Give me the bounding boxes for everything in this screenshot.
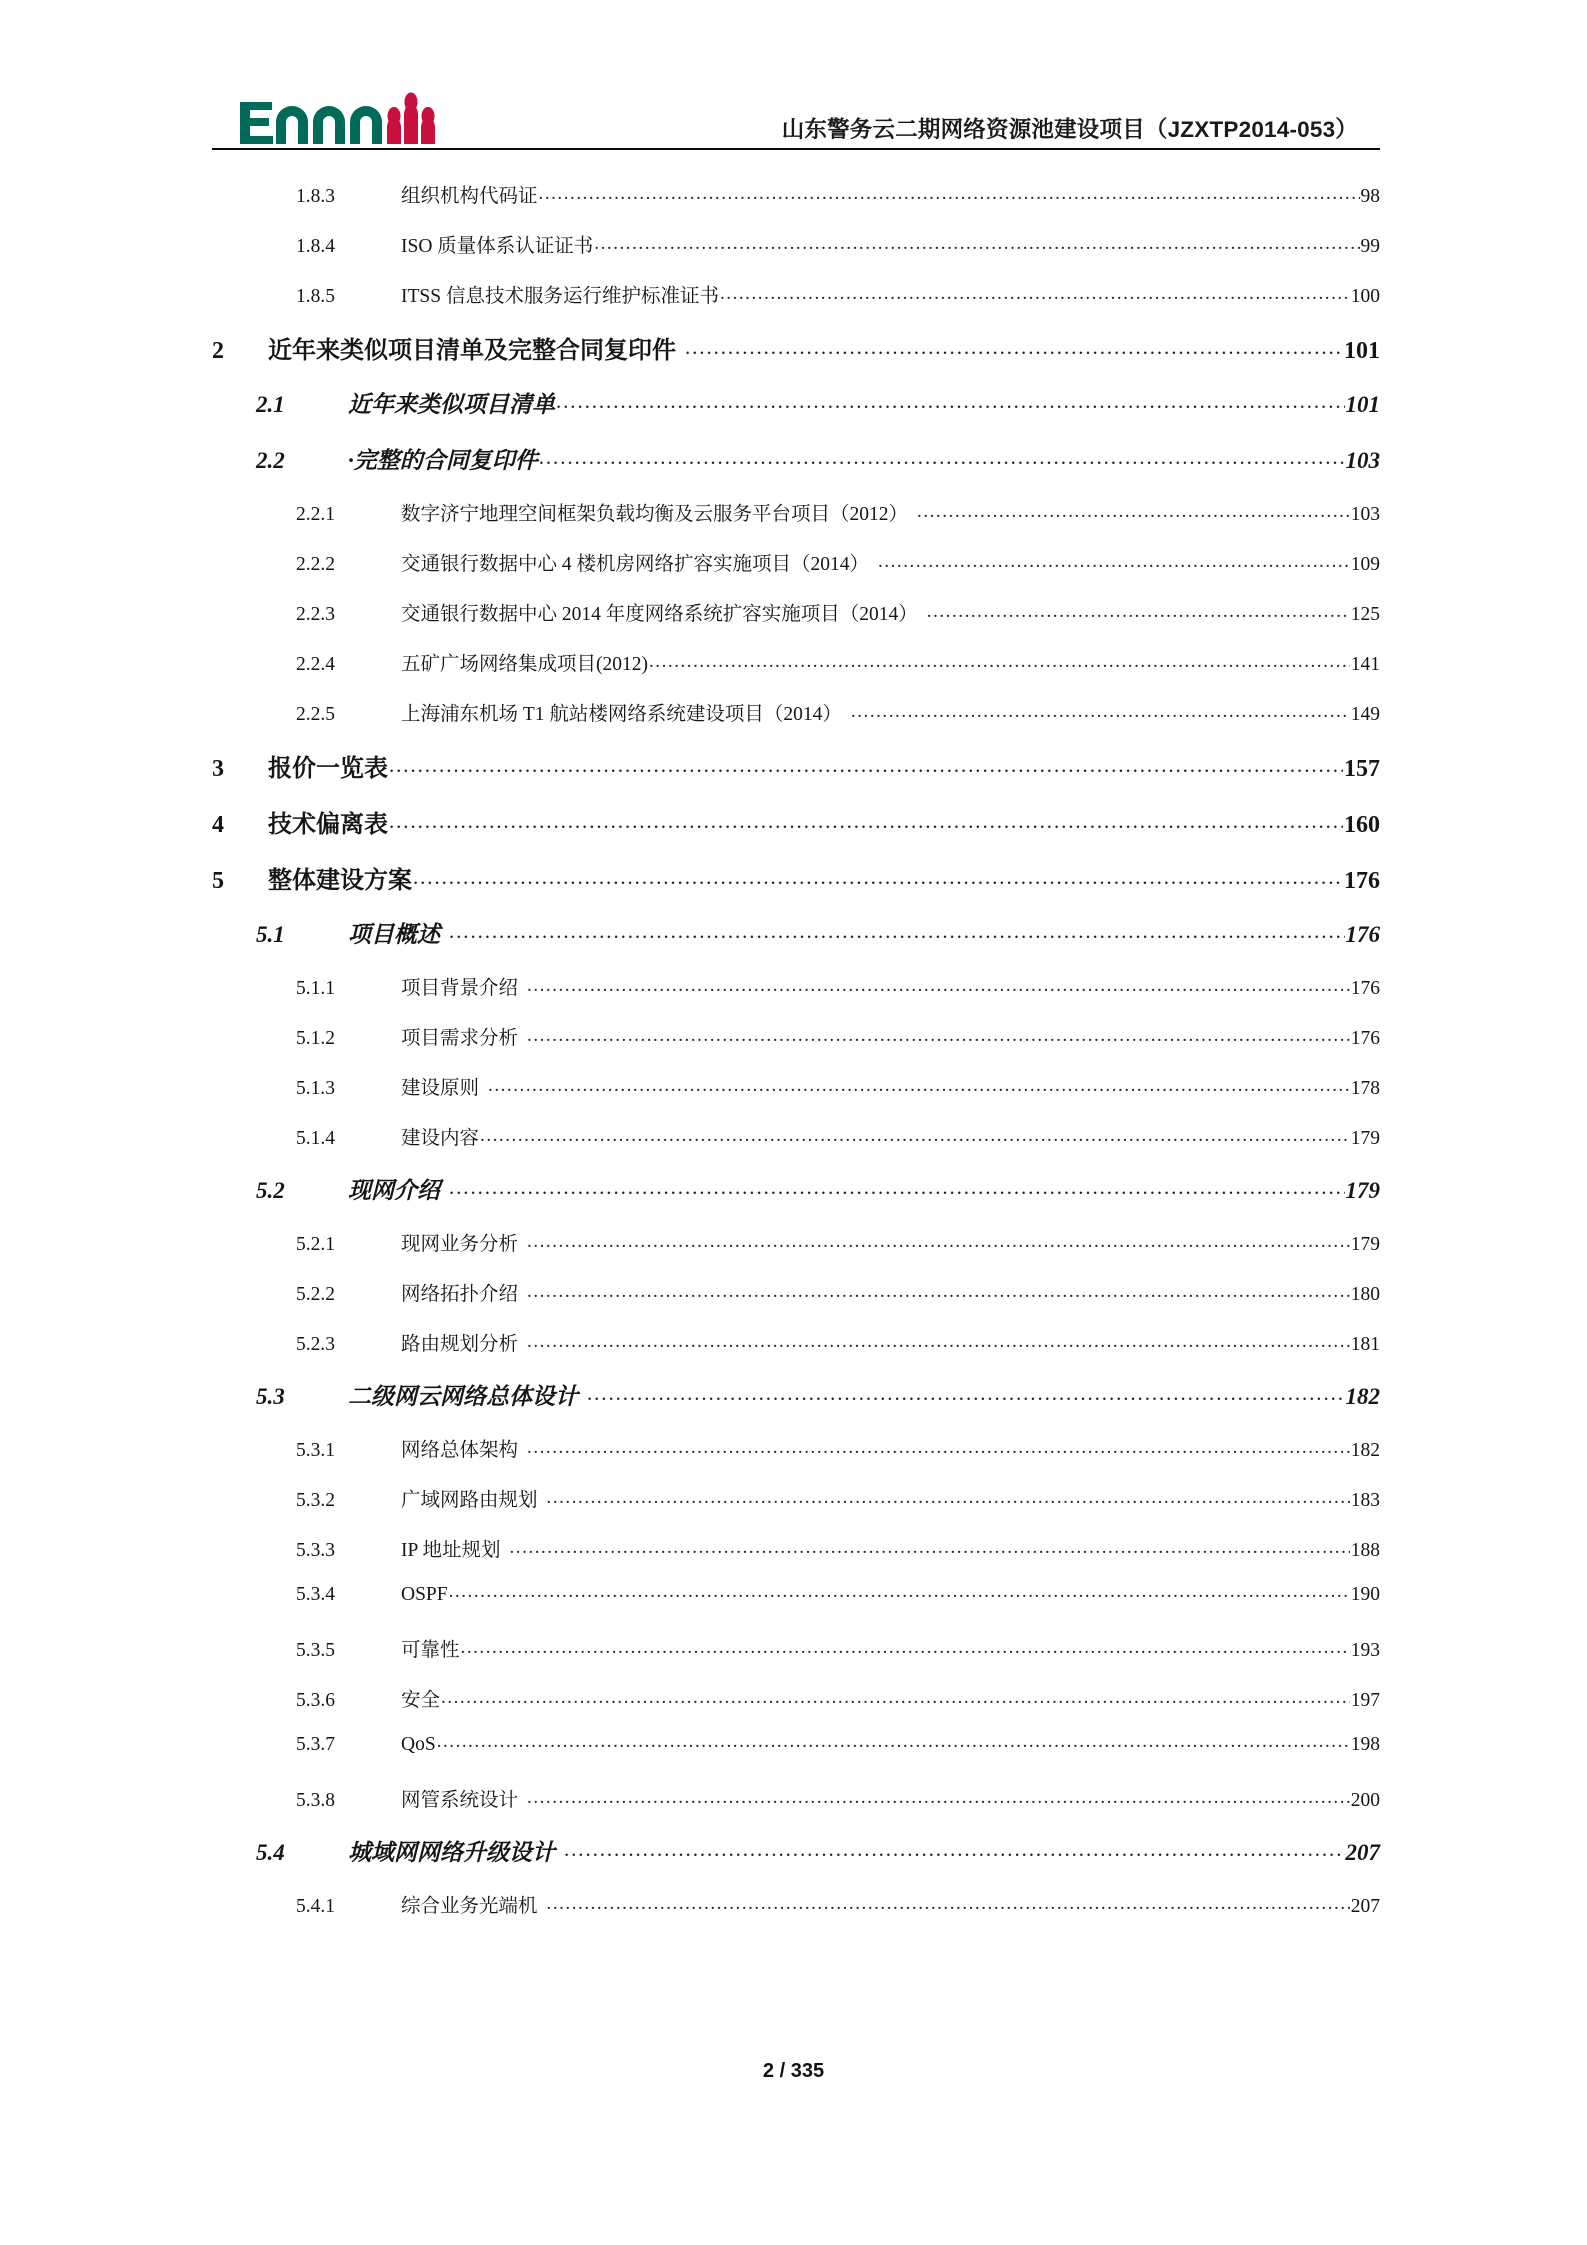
toc-leader-dots <box>449 1581 1350 1603</box>
toc-entry-number: 5.2.2 <box>296 1284 335 1305</box>
toc-entry-number: 5.3.3 <box>296 1540 335 1561</box>
toc-entry[interactable] <box>212 1534 1380 1584</box>
toc-entry-title: 报价一览表 <box>268 756 388 782</box>
ecco-logo <box>238 76 438 146</box>
toc-entry-number: 1.8.4 <box>296 236 335 257</box>
toc-entry-page-number: 207 <box>1350 1896 1380 1917</box>
toc-entry[interactable] <box>212 1328 1380 1378</box>
toc-leader-dots <box>927 601 1350 623</box>
toc-entry-title: 网络总体架构 <box>401 1440 519 1461</box>
toc-entry-title: 现网业务分析 <box>401 1234 519 1255</box>
toc-entry[interactable] <box>212 1834 1380 1890</box>
toc-entry-page-number: 190 <box>1350 1584 1380 1605</box>
header-divider <box>212 148 1380 150</box>
toc-leader-dots <box>437 1731 1350 1753</box>
toc-entry-title: 城域网网络升级设计 <box>348 1840 555 1865</box>
toc-entry-title: 路由规划分析 <box>401 1334 519 1355</box>
toc-entry-page-number: 103 <box>1345 448 1380 473</box>
toc-entry-number: 2.2 <box>256 448 285 473</box>
toc-entry[interactable] <box>212 972 1380 1022</box>
toc-entry[interactable] <box>212 1072 1380 1122</box>
toc-leader-dots <box>851 701 1350 723</box>
toc-entry-title: 现网介绍 <box>348 1178 440 1203</box>
toc-entry-page-number: 179 <box>1350 1128 1380 1149</box>
toc-entry-title: 建设原则 <box>401 1078 480 1099</box>
toc-entry-page-number: 149 <box>1350 704 1380 725</box>
toc-entry[interactable] <box>212 1684 1380 1734</box>
toc-entry-page-number: 176 <box>1350 978 1380 999</box>
toc-entry-number: 5.1.4 <box>296 1128 335 1149</box>
toc-entry-page-number: 101 <box>1345 392 1380 417</box>
toc-leader-dots <box>539 445 1345 470</box>
toc-leader-dots <box>878 551 1350 573</box>
toc-entry-title: 网管系统设计 <box>401 1790 519 1811</box>
toc-entry-page-number: 141 <box>1350 654 1380 675</box>
toc-entry-page-number: 179 <box>1350 1234 1380 1255</box>
toc-entry-number: 2.1 <box>256 392 285 417</box>
toc-entry[interactable] <box>212 386 1380 442</box>
toc-entry-title: IP 地址规划 <box>401 1540 501 1561</box>
toc-entry-page-number: 182 <box>1350 1440 1380 1461</box>
toc-entry-page-number: 98 <box>1360 186 1380 207</box>
toc-entry[interactable] <box>212 548 1380 598</box>
footer-page-indicator: 2 / 335 <box>762 2060 825 2082</box>
toc-entry-number: 2.2.5 <box>296 704 335 725</box>
toc-entry-number: 5.4.1 <box>296 1896 335 1917</box>
toc-entry-title: 交通银行数据中心 4 楼机房网络扩容实施项目（2014） <box>401 554 870 575</box>
toc-entry-page-number: 103 <box>1350 504 1380 525</box>
toc-leader-dots <box>527 1437 1350 1459</box>
toc-entry-number: 2.2.3 <box>296 604 335 625</box>
toc-entry-title: 交通银行数据中心 2014 年度网络系统扩容实施项目（2014） <box>401 604 918 625</box>
toc-entry[interactable] <box>212 1022 1380 1072</box>
toc-entry-number: 5.3 <box>256 1384 285 1409</box>
toc-entry-number: 2.2.4 <box>296 654 335 675</box>
toc-entry-title: 项目需求分析 <box>401 1028 519 1049</box>
toc-entry-number: 5 <box>212 868 224 894</box>
toc-leader-dots <box>527 975 1350 997</box>
toc-leader-dots <box>594 233 1359 255</box>
toc-entry-title: 项目背景介绍 <box>401 978 519 999</box>
toc-entry-title: ISO 质量体系认证证书 <box>401 236 594 257</box>
toc-entry-number: 5.2.1 <box>296 1234 335 1255</box>
toc-entry[interactable] <box>212 860 1380 916</box>
toc-entry[interactable] <box>212 1434 1380 1484</box>
table-of-contents <box>212 180 1380 1940</box>
toc-entry-page-number: 197 <box>1350 1690 1380 1711</box>
toc-leader-dots <box>556 389 1345 414</box>
toc-entry-number: 5.4 <box>256 1840 285 1865</box>
toc-leader-dots <box>720 283 1350 305</box>
toc-entry-page-number: 125 <box>1350 604 1380 625</box>
toc-entry-page-number: 207 <box>1345 1840 1380 1865</box>
toc-entry-title: QoS <box>401 1734 436 1755</box>
toc-entry-page-number: 193 <box>1350 1640 1380 1661</box>
toc-entry-title: 整体建设方案 <box>268 868 412 894</box>
toc-leader-dots <box>413 865 1343 890</box>
toc-entry-title: 安全 <box>401 1690 441 1711</box>
toc-entry-number: 5.1.3 <box>296 1078 335 1099</box>
ecco-logo-icon <box>238 76 438 146</box>
toc-leader-dots <box>527 1331 1350 1353</box>
toc-entry-page-number: 99 <box>1360 236 1380 257</box>
toc-entry-number: 1.8.5 <box>296 286 335 307</box>
toc-entry-title: 建设内容 <box>401 1128 480 1149</box>
toc-leader-dots <box>389 753 1343 778</box>
toc-entry[interactable] <box>212 648 1380 698</box>
toc-entry-page-number: 188 <box>1350 1540 1380 1561</box>
toc-entry[interactable] <box>212 330 1380 386</box>
toc-entry-number: 5.3.7 <box>296 1734 335 1755</box>
toc-entry-number: 5.3.1 <box>296 1440 335 1461</box>
toc-entry-title: 广域网路由规划 <box>401 1490 538 1511</box>
toc-entry[interactable] <box>212 1172 1380 1228</box>
toc-entry-title: 可靠性 <box>401 1640 460 1661</box>
toc-entry[interactable] <box>212 280 1380 330</box>
toc-entry-title: 网络拓扑介绍 <box>401 1284 519 1305</box>
toc-leader-dots <box>564 1837 1345 1862</box>
toc-entry-title: 综合业务光端机 <box>401 1896 538 1917</box>
toc-entry-page-number: 182 <box>1345 1384 1380 1409</box>
toc-entry[interactable] <box>212 1378 1380 1434</box>
toc-entry-number: 2.2.2 <box>296 554 335 575</box>
toc-entry-title: 上海浦东机场 T1 航站楼网络系统建设项目（2014） <box>401 704 842 725</box>
toc-entry-page-number: 176 <box>1344 868 1380 894</box>
toc-entry-number: 2 <box>212 338 224 364</box>
toc-leader-dots <box>449 1175 1345 1200</box>
toc-entry[interactable] <box>212 1734 1380 1784</box>
toc-entry[interactable] <box>212 1634 1380 1684</box>
toc-entry[interactable] <box>212 916 1380 972</box>
toc-entry-page-number: 109 <box>1350 554 1380 575</box>
toc-entry-title: ·完整的合同复印件 <box>348 448 538 473</box>
toc-entry[interactable] <box>212 1228 1380 1278</box>
toc-entry-number: 5.1 <box>256 922 285 947</box>
toc-entry-number: 5.3.5 <box>296 1640 335 1661</box>
toc-entry-number: 1.8.3 <box>296 186 335 207</box>
page-header <box>238 76 1358 148</box>
toc-entry-page-number: 157 <box>1344 756 1380 782</box>
toc-entry[interactable] <box>212 1278 1380 1328</box>
toc-entry[interactable] <box>212 598 1380 648</box>
toc-entry-title: 数字济宁地理空间框架负载均衡及云服务平台项目（2012） <box>401 504 909 525</box>
toc-entry-page-number: 180 <box>1350 1284 1380 1305</box>
toc-entry-number: 5.2.3 <box>296 1334 335 1355</box>
toc-entry-page-number: 200 <box>1350 1790 1380 1811</box>
toc-entry-number: 3 <box>212 756 224 782</box>
toc-entry-number: 5.3.6 <box>296 1690 335 1711</box>
toc-entry-title: 组织机构代码证 <box>401 186 538 207</box>
toc-leader-dots <box>527 1231 1350 1253</box>
toc-entry-number: 5.1.1 <box>296 978 335 999</box>
toc-leader-dots <box>527 1025 1350 1047</box>
toc-entry-number: 5.2 <box>256 1178 285 1203</box>
toc-leader-dots <box>488 1075 1350 1097</box>
toc-entry[interactable] <box>212 698 1380 748</box>
toc-entry-title: ITSS 信息技术服务运行维护标准证书 <box>401 286 719 307</box>
toc-entry-title: 项目概述 <box>348 922 440 947</box>
toc-leader-dots <box>917 501 1350 523</box>
toc-entry-page-number: 178 <box>1350 1078 1380 1099</box>
toc-entry[interactable] <box>212 1784 1380 1834</box>
toc-entry-title: 近年来类似项目清单及完整合同复印件 <box>268 338 676 364</box>
toc-leader-dots <box>649 651 1350 673</box>
toc-entry[interactable] <box>212 1484 1380 1534</box>
toc-leader-dots <box>527 1787 1350 1809</box>
toc-entry-page-number: 176 <box>1350 1028 1380 1049</box>
toc-leader-dots <box>510 1537 1350 1559</box>
toc-entry-page-number: 160 <box>1344 812 1380 838</box>
toc-entry-title: OSPF <box>401 1584 448 1605</box>
toc-entry-number: 5.3.8 <box>296 1790 335 1811</box>
toc-entry[interactable] <box>212 442 1380 498</box>
toc-entry[interactable] <box>212 1122 1380 1172</box>
toc-leader-dots <box>685 335 1343 360</box>
toc-entry-number: 4 <box>212 812 224 838</box>
toc-entry-title: 二级网云网络总体设计 <box>348 1384 578 1409</box>
toc-entry-page-number: 100 <box>1350 286 1380 307</box>
toc-entry-page-number: 183 <box>1350 1490 1380 1511</box>
toc-entry[interactable] <box>212 804 1380 860</box>
toc-entry-number: 5.3.4 <box>296 1584 335 1605</box>
toc-leader-dots <box>461 1637 1350 1659</box>
toc-leader-dots <box>547 1893 1350 1915</box>
toc-leader-dots <box>587 1381 1345 1406</box>
toc-entry-number: 5.1.2 <box>296 1028 335 1049</box>
toc-entry-number: 5.3.2 <box>296 1490 335 1511</box>
toc-leader-dots <box>480 1125 1350 1147</box>
toc-leader-dots <box>389 809 1343 834</box>
toc-entry-page-number: 181 <box>1350 1334 1380 1355</box>
toc-entry-title: 五矿广场网络集成项目(2012) <box>401 654 648 675</box>
toc-entry-page-number: 176 <box>1345 922 1380 947</box>
toc-entry[interactable] <box>212 1584 1380 1634</box>
toc-entry[interactable] <box>212 230 1380 280</box>
toc-entry[interactable] <box>212 1890 1380 1940</box>
toc-entry-number: 2.2.1 <box>296 504 335 525</box>
toc-entry-page-number: 198 <box>1350 1734 1380 1755</box>
toc-leader-dots <box>527 1281 1350 1303</box>
toc-leader-dots <box>547 1487 1350 1509</box>
toc-leader-dots <box>449 919 1345 944</box>
toc-entry-title: 技术偏离表 <box>268 812 388 838</box>
toc-entry-page-number: 101 <box>1344 338 1380 364</box>
toc-entry[interactable] <box>212 180 1380 230</box>
toc-entry[interactable] <box>212 498 1380 548</box>
toc-leader-dots <box>539 183 1360 205</box>
toc-entry-title: 近年来类似项目清单 <box>348 392 555 417</box>
toc-leader-dots <box>441 1687 1350 1709</box>
toc-entry[interactable] <box>212 748 1380 804</box>
header-project-title: 山东警务云二期网络资源池建设项目（JZXTP2014-053） <box>781 117 1358 142</box>
toc-entry-page-number: 179 <box>1345 1178 1380 1203</box>
